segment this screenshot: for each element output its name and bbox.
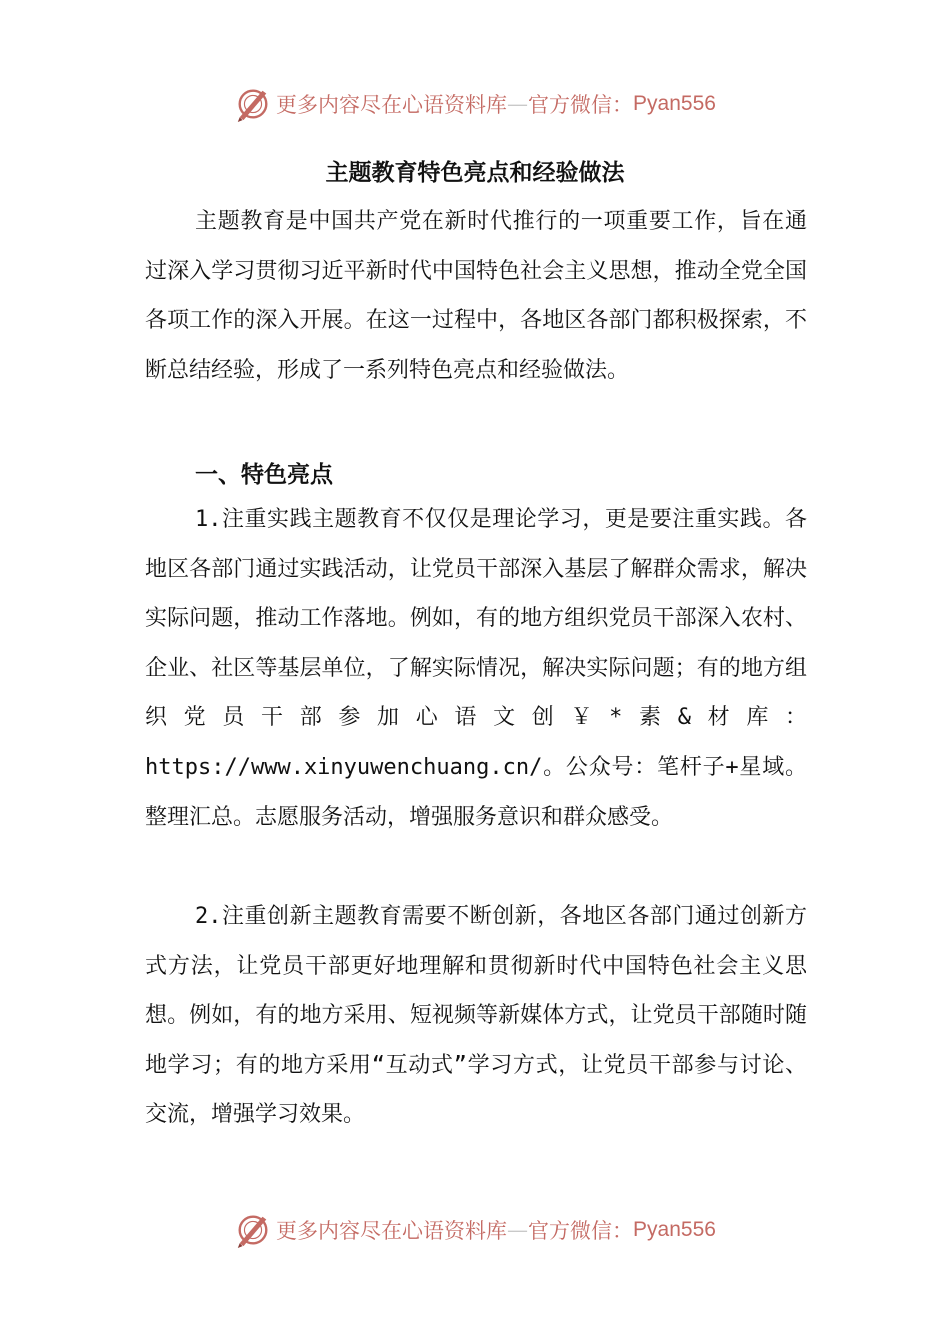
footer-banner [0,1210,950,1250]
banner-brand-text: 更多内容尽在心语资料库 [276,93,508,117]
section-heading: 一、特色亮点 [195,461,333,488]
banner-wechat-id: Pyan556 [633,1218,716,1241]
intro-paragraph: 主题教育是中国共产党在新时代推行的一项重要工作，旨在通过深入学习贯彻习近平新时代中国特色社会主义思想，推动全党全国各项工作的深入开展。在这一过程中，各地区各部门都积极探索，不断总结经验，形成了一系列特色亮点和经验做法。 [145,209,807,383]
header-banner [0,84,950,124]
pen-in-circle-logo-icon [234,85,272,123]
pen-in-circle-logo-icon [234,1211,272,1249]
list-item-1-paragraph: 1.注重实践主题教育不仅仅是理论学习，更是要注重实践。各地区各部门通过实践活动，让党员干部深入基层了解群众需求，解决实际问题，推动工作落地。例如，有的地方组织党员干部深入农村、企业、社区等基层单位，了解实际情况，解决实际问题；有的地方组织党员干部参加心语文创￥*素&材库：https://www.xinyuwenchuang.cn/。公众号：笔杆子+星域。整理汇总。志愿服务活动，增强服务意识和群众感受。 [145,507,807,830]
banner-dash: — [507,1218,529,1242]
banner-brand-text: 更多内容尽在心语资料库 [276,1219,508,1243]
banner-wechat-label: 官方微信： [528,1219,634,1243]
document-title: 主题教育特色亮点和经验做法 [325,159,625,186]
list-item-2-paragraph: 2.注重创新主题教育需要不断创新，各地区各部门通过创新方式方法，让党员干部更好地理解和贯彻新时代中国特色社会主义思想。例如，有的地方采用、短视频等新媒体方式，让党员干部随时随地学习；有的地方采用“互动式”学习方式，让党员干部参与讨论、交流，增强学习效果。 [145,904,807,1128]
banner-wechat-id: Pyan556 [633,92,716,115]
banner-dash: — [507,92,529,116]
banner-wechat-label: 官方微信： [528,93,634,117]
